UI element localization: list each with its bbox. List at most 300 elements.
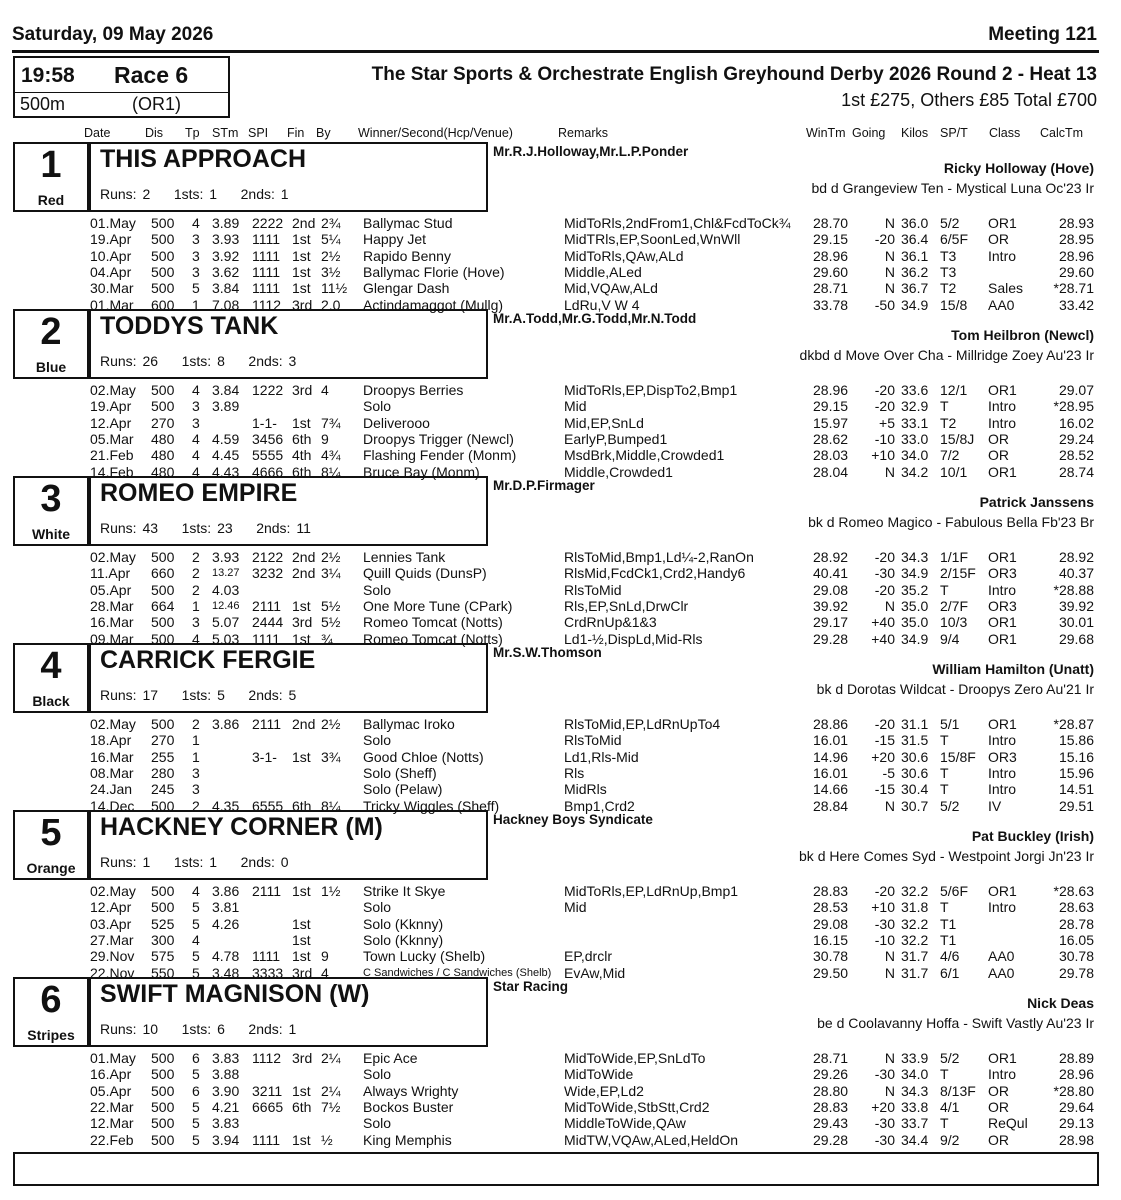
form-remarks: Mid bbox=[564, 398, 587, 415]
seconds-count: 2nds: 0 bbox=[240, 854, 289, 870]
form-wintm: 28.84 bbox=[813, 797, 849, 814]
form-class: OR3 bbox=[988, 748, 1017, 765]
form-remarks: MidTRls,EP,SoonLed,WnWll bbox=[564, 231, 741, 248]
form-fin: 2nd bbox=[292, 565, 316, 582]
form-going: -15 bbox=[874, 732, 895, 749]
form-kilos: 32.2 bbox=[901, 915, 929, 932]
form-kilos: 30.7 bbox=[901, 797, 929, 814]
form-going: -20 bbox=[874, 581, 895, 598]
form-dis: 500 bbox=[151, 398, 175, 415]
form-spi: 3-1- bbox=[252, 748, 277, 765]
form-calc: 29.68 bbox=[1058, 630, 1094, 647]
form-kilos: 33.8 bbox=[901, 1098, 929, 1115]
form-date: 11.Apr bbox=[90, 565, 131, 582]
form-tp: 4 bbox=[192, 215, 200, 231]
col-header-by: By bbox=[316, 126, 331, 140]
form-by: 2½ bbox=[321, 247, 341, 264]
owner-name: Mr.A.Todd,Mr.G.Todd,Mr.N.Todd bbox=[493, 311, 697, 326]
form-date: 05.Mar bbox=[90, 430, 134, 447]
form-sp: 6/1 bbox=[940, 964, 960, 981]
form-dis: 500 bbox=[151, 614, 175, 631]
trap-number: 6 bbox=[40, 979, 62, 1021]
form-sp: T3 bbox=[940, 263, 957, 280]
form-spi: 1111 bbox=[252, 1131, 281, 1148]
form-kilos: 33.7 bbox=[901, 1115, 929, 1132]
form-stm: 3.84 bbox=[212, 280, 240, 297]
form-winner: Epic Ace bbox=[363, 1050, 418, 1066]
breeding: be d Coolavanny Hoffa - Swift Vastly Au'23 Ir bbox=[817, 1015, 1094, 1031]
form-stm: 3.84 bbox=[212, 382, 240, 398]
form-going: -50 bbox=[874, 296, 895, 313]
form-sp: T bbox=[940, 899, 949, 916]
wins-count: 1sts: 1 bbox=[173, 186, 218, 202]
form-calc: 29.13 bbox=[1058, 1115, 1094, 1132]
form-spi: 2111 bbox=[252, 716, 282, 732]
form-winner: Romeo Tomcat (Notts) bbox=[363, 630, 503, 647]
form-kilos: 35.0 bbox=[901, 597, 929, 614]
form-sp: T2 bbox=[940, 414, 957, 431]
form-winner: C Sandwiches / C Sandwiches (Shelb) bbox=[363, 966, 552, 979]
trainer-name: Ricky Holloway (Hove) bbox=[943, 160, 1094, 176]
form-going: -20 bbox=[874, 716, 895, 732]
form-dis: 245 bbox=[151, 781, 175, 798]
form-sp: 4/1 bbox=[940, 1098, 960, 1115]
form-kilos: 34.4 bbox=[901, 1131, 929, 1148]
seconds-count: 2nds: 3 bbox=[248, 353, 297, 369]
form-dis: 500 bbox=[151, 231, 175, 248]
form-stm: 3.83 bbox=[212, 1050, 240, 1066]
form-by: 2¾ bbox=[321, 215, 341, 231]
form-calc: 29.60 bbox=[1058, 263, 1094, 280]
form-remarks: Ld1-½,DispLd,Mid-Rls bbox=[564, 630, 703, 647]
form-by: 5¼ bbox=[321, 231, 341, 248]
form-dis: 664 bbox=[151, 597, 175, 614]
form-wintm: 29.28 bbox=[813, 630, 849, 647]
form-stm: 4.43 bbox=[212, 463, 240, 480]
form-fin: 1st bbox=[292, 883, 311, 899]
dog-box bbox=[89, 810, 488, 880]
form-kilos: 32.2 bbox=[901, 883, 929, 899]
col-header-winner: Winner/Second(Hcp/Venue) bbox=[358, 126, 513, 140]
form-tp: 1 bbox=[192, 748, 200, 765]
form-date: 16.Apr bbox=[90, 1066, 132, 1083]
form-remarks: MidToWide,StbStt,Crd2 bbox=[564, 1098, 710, 1115]
form-class: Intro bbox=[988, 764, 1017, 781]
form-dis: 575 bbox=[151, 948, 175, 965]
form-wintm: 28.70 bbox=[813, 215, 849, 231]
form-class: IV bbox=[988, 797, 1002, 814]
form-kilos: 34.0 bbox=[901, 1066, 929, 1083]
form-kilos: 35.2 bbox=[901, 581, 929, 598]
form-sp: 5/2 bbox=[940, 1050, 960, 1066]
form-stm: 4.35 bbox=[212, 797, 240, 814]
form-class: Intro bbox=[988, 732, 1017, 749]
form-class: Sales bbox=[988, 280, 1024, 297]
form-winner: Happy Jet bbox=[363, 231, 427, 248]
form-winner: Ballymac Stud bbox=[363, 215, 453, 231]
form-wintm: 16.01 bbox=[813, 764, 849, 781]
form-calc: 28.98 bbox=[1058, 1131, 1094, 1148]
trainer-name: Nick Deas bbox=[1027, 995, 1094, 1011]
form-tp: 4 bbox=[192, 447, 200, 464]
form-winner: Flashing Fender (Monm) bbox=[363, 447, 517, 464]
form-date: 14.Feb bbox=[90, 463, 134, 480]
owner-name: Star Racing bbox=[493, 979, 569, 994]
form-tp: 4 bbox=[192, 883, 200, 899]
meeting-date: Saturday, 09 May 2026 bbox=[12, 24, 214, 45]
form-wintm: 14.66 bbox=[813, 781, 849, 798]
form-kilos: 34.9 bbox=[901, 296, 929, 313]
form-spi: 1112 bbox=[252, 1050, 282, 1066]
form-winner: Always Wrighty bbox=[363, 1082, 459, 1099]
form-date: 14.Dec bbox=[90, 797, 135, 814]
form-calc: 28.52 bbox=[1058, 447, 1094, 464]
form-by: 7¾ bbox=[321, 414, 341, 431]
dog-name: TODDYS TANK bbox=[100, 312, 279, 340]
form-wintm: 28.96 bbox=[813, 247, 849, 264]
form-kilos: 30.6 bbox=[901, 748, 929, 765]
form-winner: Actindamaggot (Mullg) bbox=[363, 296, 504, 313]
form-fin: 3rd bbox=[292, 296, 313, 313]
form-wintm: 28.71 bbox=[813, 280, 849, 297]
form-kilos: 34.9 bbox=[901, 565, 929, 582]
form-kilos: 33.0 bbox=[901, 430, 929, 447]
form-winner: Glengar Dash bbox=[363, 280, 450, 297]
form-fin: 6th bbox=[292, 463, 312, 480]
form-tp: 5 bbox=[192, 1131, 200, 1148]
form-calc: 28.63 bbox=[1058, 899, 1094, 916]
form-calc: 28.96 bbox=[1058, 247, 1094, 264]
form-wintm: 16.15 bbox=[813, 931, 849, 948]
race-time: 19:58 bbox=[21, 64, 75, 87]
form-winner: Solo (Pelaw) bbox=[363, 781, 443, 798]
form-by: 8¼ bbox=[321, 797, 341, 814]
dog-stats bbox=[100, 687, 296, 703]
dog-stats bbox=[100, 186, 289, 202]
form-wintm: 28.92 bbox=[813, 549, 849, 565]
col-header-going: Going bbox=[852, 126, 886, 140]
form-winner: Town Lucky (Shelb) bbox=[363, 948, 486, 965]
form-kilos: 36.4 bbox=[901, 231, 929, 248]
form-remarks: EarlyP,Bumped1 bbox=[564, 430, 668, 447]
form-spi: 2444 bbox=[252, 614, 284, 631]
form-dis: 300 bbox=[151, 931, 175, 948]
form-kilos: 36.7 bbox=[901, 280, 929, 297]
col-header-sp: SP/T bbox=[940, 126, 968, 140]
form-going: -20 bbox=[874, 549, 895, 565]
form-sp: T bbox=[940, 781, 949, 798]
form-date: 19.Apr bbox=[90, 231, 132, 248]
form-tp: 2 bbox=[192, 797, 200, 814]
form-remarks: RlsToMid bbox=[564, 732, 622, 749]
form-dis: 500 bbox=[151, 549, 175, 565]
form-going: N bbox=[884, 797, 895, 814]
form-remarks: Middle,ALed bbox=[564, 263, 642, 280]
form-sp: 1/1F bbox=[940, 549, 969, 565]
form-class: OR1 bbox=[988, 549, 1017, 565]
runs-count: Runs: 26 bbox=[100, 353, 159, 369]
form-date: 28.Mar bbox=[90, 597, 134, 614]
form-fin: 1st bbox=[292, 247, 311, 264]
dog-box bbox=[89, 977, 488, 1047]
form-spi: 1111 bbox=[252, 231, 281, 248]
form-dis: 480 bbox=[151, 447, 175, 464]
form-tp: 3 bbox=[192, 764, 200, 781]
form-going: N bbox=[884, 280, 895, 297]
form-date: 05.Apr bbox=[90, 1082, 132, 1099]
form-stm: 3.93 bbox=[212, 231, 240, 248]
form-winner: Bruce Bay (Monm) bbox=[363, 463, 480, 480]
form-dis: 500 bbox=[151, 1066, 175, 1083]
form-calc: 29.07 bbox=[1058, 382, 1094, 398]
form-stm: 3.86 bbox=[212, 716, 240, 732]
col-header-calctm: CalcTm bbox=[1040, 126, 1084, 140]
form-going: -30 bbox=[874, 1115, 895, 1132]
form-dis: 270 bbox=[151, 732, 175, 749]
form-remarks: MiddleToWide,QAw bbox=[564, 1115, 686, 1132]
form-by: 3½ bbox=[321, 263, 341, 280]
form-dis: 550 bbox=[151, 964, 175, 981]
form-wintm: 29.08 bbox=[813, 581, 849, 598]
form-class: OR1 bbox=[988, 614, 1017, 631]
form-calc: 28.78 bbox=[1058, 915, 1094, 932]
header-divider bbox=[12, 50, 1099, 53]
form-date: 19.Apr bbox=[90, 398, 132, 415]
form-kilos: 33.1 bbox=[901, 414, 929, 431]
form-remarks: Middle,Crowded1 bbox=[564, 463, 673, 480]
form-by: 7½ bbox=[321, 1098, 341, 1115]
form-class: AA0 bbox=[988, 964, 1015, 981]
form-calc: 40.37 bbox=[1058, 565, 1094, 582]
form-remarks: MidToRls,QAw,ALd bbox=[564, 247, 684, 264]
form-date: 16.Mar bbox=[90, 748, 134, 765]
form-class: OR1 bbox=[988, 630, 1017, 647]
form-spi: 3232 bbox=[252, 565, 284, 582]
form-by: 3¼ bbox=[321, 565, 341, 582]
form-date: 01.Mar bbox=[90, 296, 134, 313]
form-class: Intro bbox=[988, 1066, 1017, 1083]
form-date: 22.Mar bbox=[90, 1098, 134, 1115]
form-calc: 28.89 bbox=[1058, 1050, 1094, 1066]
form-remarks: MsdBrk,Middle,Crowded1 bbox=[564, 447, 725, 464]
form-sp: 5/1 bbox=[940, 716, 960, 732]
form-kilos: 36.2 bbox=[901, 263, 929, 280]
form-by: 4¾ bbox=[321, 447, 341, 464]
col-header-fin: Fin bbox=[287, 126, 305, 140]
form-going: +40 bbox=[871, 630, 895, 647]
form-remarks: RlsToMid bbox=[564, 581, 622, 598]
form-date: 18.Apr bbox=[90, 732, 132, 749]
form-remarks: MidToWide,EP,SnLdTo bbox=[564, 1050, 706, 1066]
form-by: 2½ bbox=[321, 716, 341, 732]
form-sp: 15/8 bbox=[940, 296, 968, 313]
form-fin: 4th bbox=[292, 447, 312, 464]
form-date: 12.Mar bbox=[90, 1115, 134, 1132]
form-dis: 500 bbox=[151, 581, 175, 598]
form-winner: Solo bbox=[363, 581, 392, 598]
form-stm: 5.07 bbox=[212, 614, 240, 631]
form-calc: 29.51 bbox=[1058, 797, 1094, 814]
form-dis: 500 bbox=[151, 1115, 175, 1132]
form-tp: 1 bbox=[192, 296, 200, 313]
owner-name: Mr.D.P.Firmager bbox=[493, 478, 595, 493]
form-calc: 30.78 bbox=[1058, 948, 1094, 965]
wins-count: 1sts: 1 bbox=[173, 854, 218, 870]
form-kilos: 31.7 bbox=[901, 964, 929, 981]
form-by: ½ bbox=[321, 1131, 333, 1148]
form-stm: 3.62 bbox=[212, 263, 240, 280]
form-class: OR1 bbox=[988, 883, 1017, 899]
form-remarks: Ld1,Rls-Mid bbox=[564, 748, 639, 765]
form-class: Intro bbox=[988, 414, 1017, 431]
form-sp: 10/1 bbox=[940, 463, 968, 480]
form-wintm: 28.80 bbox=[813, 1082, 849, 1099]
form-stm: 13.27 bbox=[212, 567, 240, 580]
dog-box bbox=[89, 643, 488, 713]
form-wintm: 28.03 bbox=[813, 447, 849, 464]
form-remarks: MidToWide bbox=[564, 1066, 634, 1083]
form-winner: Bockos Buster bbox=[363, 1098, 454, 1115]
form-stm: 3.86 bbox=[212, 883, 240, 899]
form-remarks: Mid bbox=[564, 899, 587, 916]
form-date: 30.Mar bbox=[90, 280, 134, 297]
form-by: 2¼ bbox=[321, 1082, 341, 1099]
form-wintm: 39.92 bbox=[813, 597, 849, 614]
form-calc: 29.78 bbox=[1058, 964, 1094, 981]
race-number: Race 6 bbox=[114, 62, 189, 88]
trap-colour: Orange bbox=[26, 860, 76, 876]
form-sp: T bbox=[940, 581, 949, 598]
form-calc: 28.74 bbox=[1058, 463, 1094, 480]
trainer-name: Patrick Janssens bbox=[979, 494, 1094, 510]
form-going: N bbox=[884, 247, 895, 264]
form-tp: 5 bbox=[192, 280, 200, 297]
form-spi: 3456 bbox=[252, 430, 284, 447]
form-spi: 1111 bbox=[252, 630, 281, 647]
breeding: dkbd d Move Over Cha - Millridge Zoey Au'23 Ir bbox=[799, 347, 1094, 363]
form-spi: 1222 bbox=[252, 382, 284, 398]
dog-stats bbox=[100, 854, 289, 870]
form-going: -30 bbox=[874, 1066, 895, 1083]
form-calc: *28.80 bbox=[1053, 1082, 1094, 1099]
form-spi: 2222 bbox=[252, 215, 284, 231]
form-winner: Solo (Kknny) bbox=[363, 915, 444, 932]
form-winner: King Memphis bbox=[363, 1131, 452, 1148]
form-class: OR3 bbox=[988, 565, 1017, 582]
form-dis: 500 bbox=[151, 899, 175, 916]
form-fin: 1st bbox=[292, 597, 311, 614]
form-by: 5½ bbox=[321, 614, 341, 631]
form-winner: Solo (Sheff) bbox=[363, 764, 437, 781]
form-dis: 255 bbox=[151, 748, 175, 765]
form-date: 12.Apr bbox=[90, 414, 132, 431]
form-stm: 4.78 bbox=[212, 948, 240, 965]
form-spi: 2122 bbox=[252, 549, 284, 565]
form-calc: 16.05 bbox=[1058, 931, 1094, 948]
form-calc: 29.24 bbox=[1058, 430, 1094, 447]
form-kilos: 33.6 bbox=[901, 382, 929, 398]
trap-number: 3 bbox=[40, 478, 62, 520]
form-class: OR bbox=[988, 447, 1009, 464]
breeding: bk d Romeo Magico - Fabulous Bella Fb'23 Br bbox=[808, 514, 1094, 530]
form-spi: 1112 bbox=[252, 296, 282, 313]
form-stm: 3.90 bbox=[212, 1082, 240, 1099]
runs-count: Runs: 10 bbox=[100, 1021, 159, 1037]
form-tp: 6 bbox=[192, 1050, 200, 1066]
form-wintm: 29.15 bbox=[813, 398, 849, 415]
owner-name: Mr.R.J.Holloway,Mr.L.P.Ponder bbox=[493, 144, 689, 159]
form-spi: 5555 bbox=[252, 447, 284, 464]
seconds-count: 2nds: 1 bbox=[240, 186, 289, 202]
form-tp: 2 bbox=[192, 549, 200, 565]
wins-count: 1sts: 5 bbox=[181, 687, 225, 703]
form-class: Intro bbox=[988, 247, 1017, 264]
form-going: N bbox=[884, 964, 895, 981]
form-dis: 500 bbox=[151, 883, 175, 899]
dog-name: HACKNEY CORNER (M) bbox=[100, 813, 383, 841]
form-date: 22.Nov bbox=[90, 964, 135, 981]
form-winner: Droopys Berries bbox=[363, 382, 464, 398]
form-tp: 1 bbox=[192, 597, 200, 614]
trap-box bbox=[13, 643, 89, 713]
form-calc: 15.86 bbox=[1058, 732, 1094, 749]
form-stm: 3.81 bbox=[212, 899, 240, 916]
runs-count: Runs: 2 bbox=[100, 186, 151, 202]
form-winner: Romeo Tomcat (Notts) bbox=[363, 614, 503, 631]
footer-box bbox=[13, 1152, 1099, 1186]
trap-number: 4 bbox=[40, 645, 62, 687]
form-going: -10 bbox=[874, 931, 895, 948]
form-sp: 2/7F bbox=[940, 597, 969, 614]
form-remarks: MidTW,VQAw,ALed,HeldOn bbox=[564, 1131, 739, 1148]
form-fin: 2nd bbox=[292, 549, 316, 565]
form-spi: 1-1- bbox=[252, 414, 277, 431]
col-header-date: Date bbox=[84, 126, 111, 140]
form-going: N bbox=[884, 1082, 895, 1099]
race-prize: 1st £275, Others £85 Total £700 bbox=[841, 90, 1097, 110]
form-winner: Deliverooo bbox=[363, 414, 430, 431]
form-remarks: Wide,EP,Ld2 bbox=[564, 1082, 644, 1099]
form-date: 01.May bbox=[90, 1050, 136, 1066]
form-stm: 3.92 bbox=[212, 247, 240, 264]
form-fin: 3rd bbox=[292, 614, 313, 631]
form-tp: 2 bbox=[192, 565, 200, 582]
breeding: bd d Grangeview Ten - Mystical Luna Oc'23 Ir bbox=[811, 180, 1094, 196]
form-fin: 1st bbox=[292, 414, 311, 431]
form-winner: Solo bbox=[363, 398, 392, 415]
form-dis: 600 bbox=[151, 296, 175, 313]
form-tp: 5 bbox=[192, 899, 200, 916]
form-sp: T3 bbox=[940, 247, 957, 264]
dog-name: SWIFT MAGNISON (W) bbox=[100, 980, 370, 1008]
form-class: Intro bbox=[988, 398, 1017, 415]
form-spi: 1111 bbox=[252, 948, 281, 965]
form-sp: 15/8F bbox=[940, 748, 976, 765]
form-fin: 1st bbox=[292, 630, 311, 647]
form-class: OR bbox=[988, 430, 1009, 447]
seconds-count: 2nds: 5 bbox=[248, 687, 297, 703]
form-tp: 2 bbox=[192, 581, 200, 598]
form-stm: 4.59 bbox=[212, 430, 240, 447]
dog-name: ROMEO EMPIRE bbox=[100, 479, 298, 507]
form-stm: 3.83 bbox=[212, 1115, 240, 1132]
form-fin: 6th bbox=[292, 430, 312, 447]
form-sp: 4/6 bbox=[940, 948, 960, 965]
form-winner: Lennies Tank bbox=[363, 549, 446, 565]
form-sp: T bbox=[940, 1115, 949, 1132]
race-distance: 500m bbox=[20, 94, 66, 114]
form-winner: Solo bbox=[363, 899, 392, 916]
